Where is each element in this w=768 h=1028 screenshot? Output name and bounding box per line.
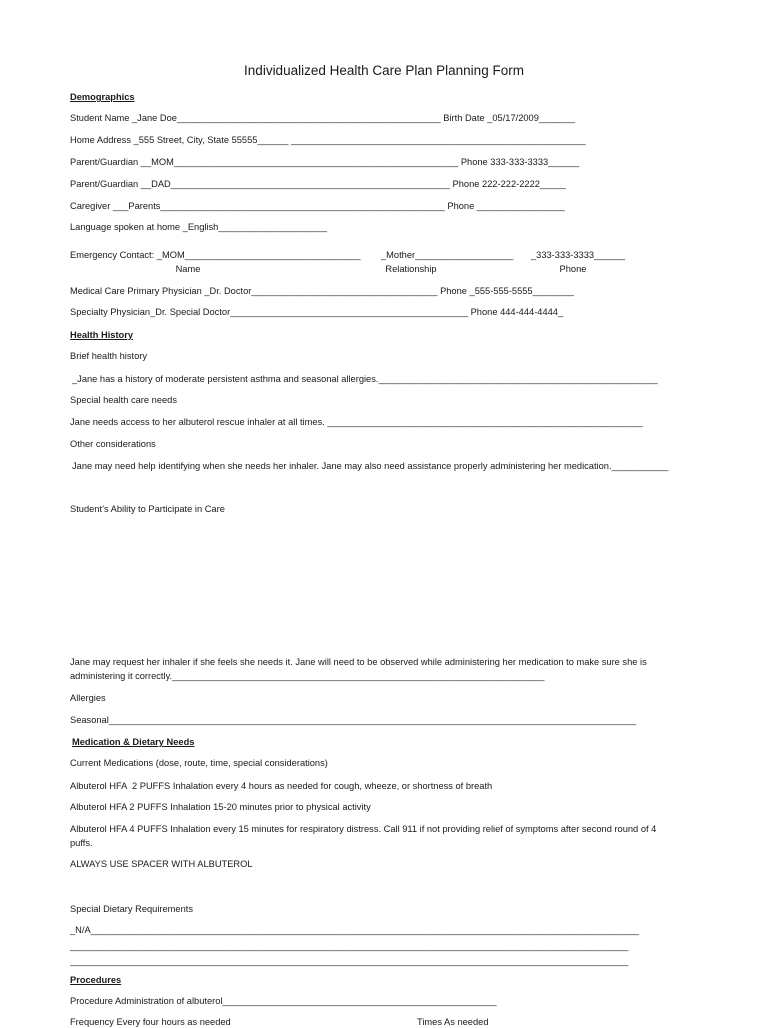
- medication-line-3a: Albuterol HFA 4 PUFFS Inhalation every 15 minutes for respiratory distress. Call 911 if not providing relief of symptoms after second round of 4: [70, 824, 657, 834]
- ability-text-line-1: Jane may request her inhaler if she feels she needs it. Jane will need to be observed while administering her medication to make sure she is: [70, 657, 647, 667]
- page-title: Individualized Health Care Plan Planning Form: [244, 63, 524, 78]
- parent-guardian-dad-line: Parent/Guardian __DAD______________________________________________________ Phone 222-222-2222_____: [70, 179, 566, 189]
- frequency-line: Frequency Every four hours as needed: [70, 1017, 231, 1027]
- parent-guardian-mom-line: Parent/Guardian __MOM_______________________________________________________ Phone 333-333-3333______: [70, 157, 580, 167]
- language-line: Language spoken at home _English_____________________: [70, 222, 327, 232]
- special-needs-text: Jane needs access to her albuterol rescue inhaler at all times. _____________________________________________________________: [70, 417, 643, 427]
- student-name-line: Student Name _Jane Doe___________________________________________________ Birth Date _05/17/2009_______: [70, 113, 576, 123]
- allergies-label: Allergies: [70, 693, 106, 703]
- dietary-line-2: ____________________________________________________________________________________________________________: [70, 941, 629, 951]
- procedures-heading: Procedures: [70, 975, 122, 985]
- medication-dietary-heading: Medication & Dietary Needs: [72, 737, 195, 747]
- ability-text-line-2: administering it correctly.________________________________________________________________________: [70, 671, 545, 681]
- label-name: Name: [175, 264, 201, 274]
- emergency-contact-name: Emergency Contact: _MOM__________________________________: [70, 250, 361, 260]
- emergency-contact-phone: _333-333-3333______: [531, 250, 626, 260]
- dietary-requirements-label: Special Dietary Requirements: [70, 904, 193, 914]
- other-considerations-text: Jane may need help identifying when she needs her inhaler. Jane may also need assistance properly administering her medication.___________: [72, 461, 669, 471]
- primary-physician-line: Medical Care Primary Physician _Dr. Doctor____________________________________ Phone _555-555-5555________: [70, 286, 574, 296]
- medication-line-2: Albuterol HFA 2 PUFFS Inhalation 15-20 minutes prior to physical activity: [70, 802, 371, 812]
- dietary-line-3: ____________________________________________________________________________________________________________: [70, 956, 629, 966]
- label-phone: Phone: [559, 264, 587, 274]
- ability-participate-label: Student’s Ability to Participate in Care: [70, 504, 225, 514]
- seasonal-line: Seasonal______________________________________________________________________________________________________: [70, 715, 637, 725]
- spacer-note: ALWAYS USE SPACER WITH ALBUTEROL: [70, 859, 253, 869]
- other-considerations-label: Other considerations: [70, 439, 156, 449]
- times-line: Times As needed: [417, 1017, 489, 1027]
- home-address-line: Home Address _555 Street, City, State 55555______ _________________________________________________________: [70, 135, 586, 145]
- current-medications-label: Current Medications (dose, route, time, special considerations): [70, 758, 328, 768]
- special-needs-label: Special health care needs: [70, 395, 177, 405]
- procedure-administration-line: Procedure Administration of albuterol_____________________________________________________: [70, 996, 497, 1006]
- caregiver-line: Caregiver ___Parents_______________________________________________________ Phone _________________: [70, 201, 565, 211]
- demographics-heading: Demographics: [70, 92, 135, 102]
- specialty-physician-line: Specialty Physician_Dr. Special Doctor______________________________________________ Phone 444-444-4444_: [70, 307, 564, 317]
- emergency-contact-relationship: _Mother___________________: [381, 250, 514, 260]
- medication-line-1: Albuterol HFA 2 PUFFS Inhalation every 4 hours as needed for cough, wheeze, or shortness of breath: [70, 781, 493, 791]
- brief-history-label: Brief health history: [70, 351, 147, 361]
- health-history-heading: Health History: [70, 330, 134, 340]
- dietary-line-1: _N/A__________________________________________________________________________________________________________: [70, 925, 639, 935]
- medication-line-3b: puffs.: [70, 838, 93, 848]
- label-relationship: Relationship: [385, 264, 437, 274]
- brief-history-text: _Jane has a history of moderate persistent asthma and seasonal allergies.______________________________________________________: [72, 374, 658, 384]
